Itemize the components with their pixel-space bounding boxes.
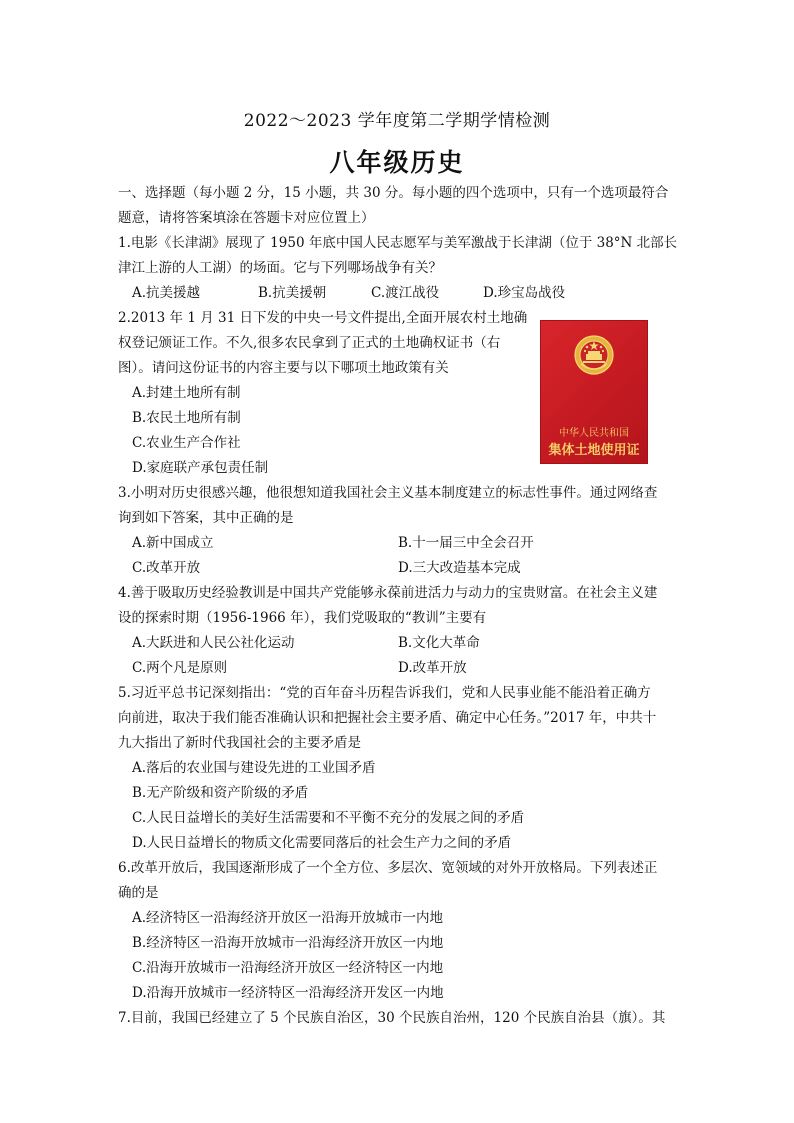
exam-title: 2022～2023 学年度第二学期学情检测: [243, 111, 551, 131]
section-instructions-line-1: 一、选择题（每小题 2 分，15 小题，共 30 分。每小题的四个选项中，只有一个选项最符合: [118, 185, 669, 201]
q6-option-b: B.经济特区一沿海开放城市一沿海经济开放区一内地: [132, 935, 444, 951]
q6-stem-line-1: 6.改革开放后，我国逐渐形成了一个全方位、多层次、宽领域的对外开放格局。下列表述正: [118, 860, 658, 876]
q4-stem-line-2: 设的探索时期（1956-1966 年），我们党吸取的“教训”主要有: [118, 610, 487, 626]
q3-option-c: C.改革开放: [132, 560, 201, 576]
exam-subject-title: 八年级历史: [329, 148, 465, 177]
q2-option-b: B.农民土地所有制: [132, 410, 241, 426]
q2-stem-line-2: 权登记颁证工作。不久,很多农民拿到了正式的土地确权证书（右: [118, 335, 501, 351]
q1-option-c: C.渡江战役: [371, 285, 440, 301]
q3-stem-line-2: 询到如下答案，其中正确的是: [118, 510, 294, 526]
national-emblem-icon: [573, 334, 615, 376]
q2-option-c: C.农业生产合作社: [132, 435, 241, 451]
certificate-issuer-label: 中华人民共和国: [559, 428, 629, 439]
q1-option-d: D.珍宝岛战役: [483, 285, 566, 301]
q2-option-a: A.封建土地所有制: [132, 385, 241, 401]
certificate-title-label: 集体土地使用证: [548, 443, 640, 458]
q1-option-a: A.抗美援越: [132, 285, 201, 301]
q5-stem-line-3: 九大指出了新时代我国社会的主要矛盾是: [118, 735, 361, 751]
q6-option-a: A.经济特区一沿海经济开放区一沿海开放城市一内地: [132, 910, 444, 926]
q5-option-c: C.人民日益增长的美好生活需要和不平衡不充分的发展之间的矛盾: [132, 810, 525, 826]
q6-stem-line-2: 确的是: [118, 885, 159, 901]
q3-option-d: D.三大改造基本完成: [398, 560, 521, 576]
q5-option-b: B.无产阶级和资产阶级的矛盾: [132, 785, 309, 801]
q6-option-c: C.沿海开放城市一沿海经济开放区一经济特区一内地: [132, 960, 444, 976]
q4-option-c: C.两个凡是原则: [132, 660, 228, 676]
q4-option-a: A.大跃进和人民公社化运动: [132, 635, 295, 651]
q3-option-a: A.新中国成立: [132, 535, 214, 551]
q6-option-d: D.沿海开放城市一经济特区一沿海经济开发区一内地: [132, 985, 444, 1001]
q1-option-b: B.抗美援朝: [258, 285, 327, 301]
q2-option-d: D.家庭联产承包责任制: [132, 460, 269, 476]
q3-stem-line-1: 3.小明对历史很感兴趣，他很想知道我国社会主义基本制度建立的标志性事件。通过网络查: [118, 485, 658, 501]
q1-stem-line-2: 津江上游的人工湖）的场面。它与下列哪场战争有关？: [118, 260, 442, 276]
q1-stem-line-1: 1.电影《长津湖》展现了 1950 年底中国人民志愿军与美军激战于长津湖（位于 38°N 北部长: [118, 235, 678, 251]
q2-stem-line-1: 2.2013 年 1 月 31 日下发的中央一号文件提出,全面开展农村土地确: [118, 310, 528, 326]
q5-option-a: A.落后的农业国与建设先进的工业国矛盾: [132, 760, 376, 776]
q5-stem-line-1: 5.习近平总书记深刻指出：“党的百年奋斗历程告诉我们，党和人民事业能不能沿着正确方: [118, 685, 651, 701]
q5-stem-line-2: 向前进，取决于我们能否准确认识和把握社会主要矛盾、确定中心任务。”2017 年，中共十: [118, 710, 657, 726]
land-certificate-image: [540, 320, 648, 464]
q2-stem-line-3: 图）。请问这份证书的内容主要与以下哪项土地政策有关: [118, 360, 449, 376]
q3-option-b: B.十一届三中全会召开: [398, 535, 534, 551]
q4-option-b: B.文化大革命: [398, 635, 480, 651]
q4-option-d: D.改革开放: [398, 660, 467, 676]
q4-stem-line-1: 4.善于吸取历史经验教训是中国共产党能够永葆前进活力与动力的宝贵财富。在社会主义建: [118, 585, 658, 601]
q7-stem-line-1: 7.目前，我国已经建立了 5 个民族自治区，30 个民族自治州，120 个民族自治县（旗）。其: [118, 1010, 666, 1026]
q5-option-d: D.人民日益增长的物质文化需要同落后的社会生产力之间的矛盾: [132, 835, 512, 851]
section-instructions-line-2: 题意，请将答案填涂在答题卡对应位置上）: [118, 210, 375, 226]
